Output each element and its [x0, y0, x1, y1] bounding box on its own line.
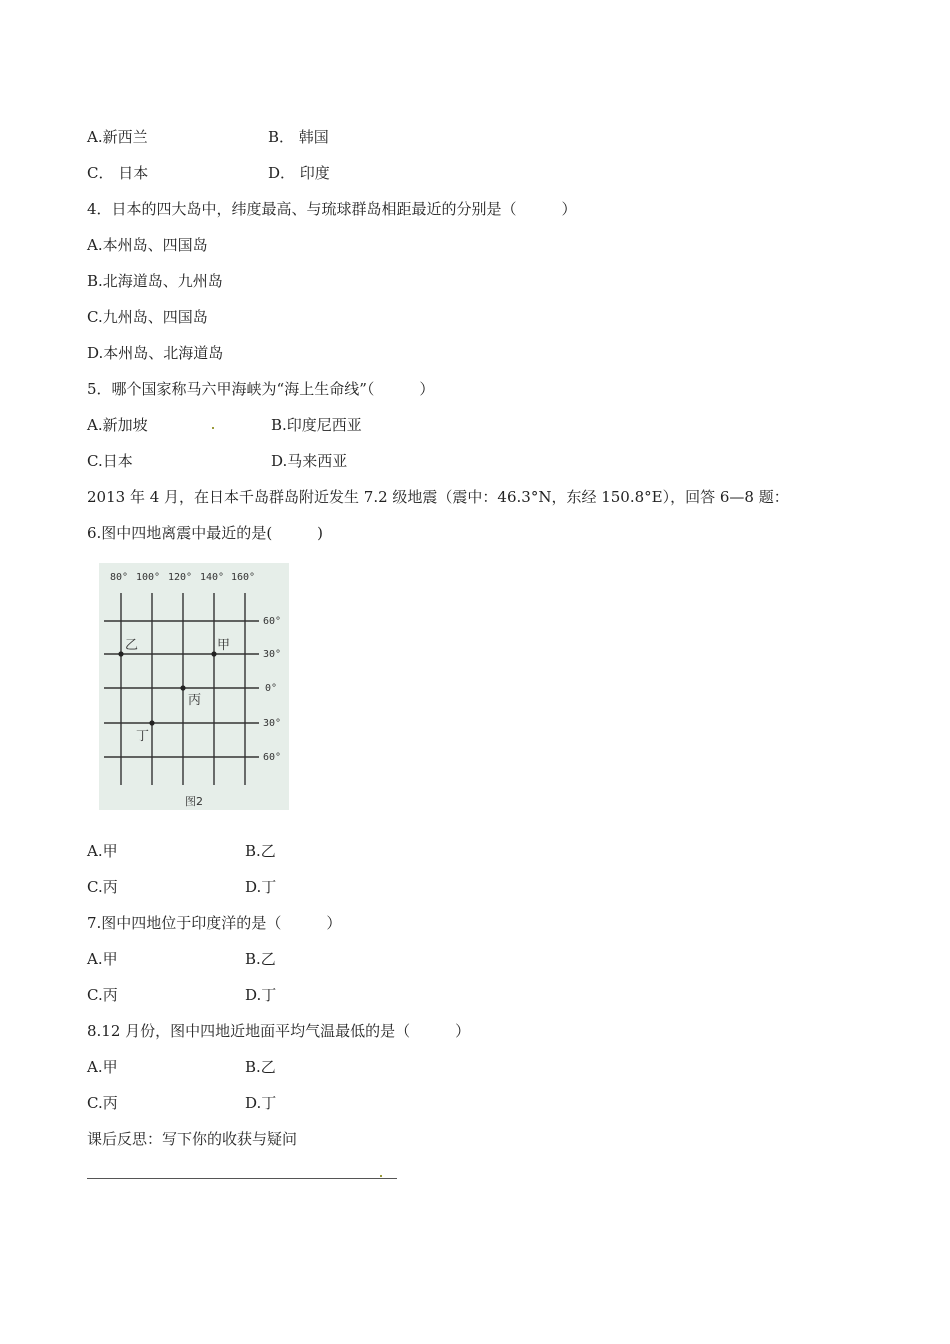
q5-stem: 5．哪个国家称马六甲海峡为“海上生命线”（ ）: [87, 380, 435, 398]
q4-option-b: B.北海道岛、九州岛: [87, 272, 223, 290]
reflection-prompt: 课后反思：写下你的收获与疑问: [87, 1130, 298, 1148]
grid-svg: [99, 563, 289, 810]
q5-option-c: C.日本: [87, 452, 133, 470]
lon-label-140: 140°: [200, 572, 225, 583]
point-label-bing: 丙: [188, 693, 202, 708]
q5-option-a: A.新加坡: [87, 416, 148, 434]
reflection-answer-line: [87, 1178, 397, 1179]
lat-label-30s: 30°: [263, 718, 282, 729]
q5-option-d: D.马来西亚: [271, 452, 348, 470]
q5-option-b: B.印度尼西亚: [271, 416, 362, 434]
q7-option-b: B.乙: [245, 950, 276, 968]
lon-label-80: 80°: [110, 572, 129, 583]
q6-stem: 6.图中四地离震中最近的是( ): [87, 524, 324, 542]
earthquake-intro: 2013 年 4 月，在日本千岛群岛附近发生 7.2 级地震（震中：46.3°N，东经 150.8°E），回答 6—8 题：: [87, 488, 789, 506]
q4-option-c: C.九州岛、四国岛: [87, 308, 208, 326]
lon-label-120: 120°: [168, 572, 193, 583]
lat-label-60n: 60°: [263, 616, 282, 627]
q6-option-c: C.丙: [87, 878, 118, 896]
point-jia: [211, 651, 216, 656]
q7-stem: 7.图中四地位于印度洋的是（ ）: [87, 914, 342, 932]
figure-caption: 图2: [185, 795, 203, 808]
q4-option-a: A.本州岛、四国岛: [87, 236, 208, 254]
q8-option-b: B.乙: [245, 1058, 276, 1076]
lon-label-100: 100°: [136, 572, 161, 583]
q7-option-a: A.甲: [87, 950, 118, 968]
point-label-ding: 丁: [136, 729, 150, 744]
q7-option-c: C.丙: [87, 986, 118, 1004]
point-label-jia: 甲: [217, 638, 231, 653]
q6-option-b: B.乙: [245, 842, 276, 860]
lat-lon-grid-figure: [99, 563, 289, 810]
q6-option-a: A.甲: [87, 842, 118, 860]
lat-label-0: 0°: [265, 683, 278, 694]
lat-label-30n: 30°: [263, 649, 282, 660]
q8-option-c: C.丙: [87, 1094, 118, 1112]
q4-stem: 4．日本的四大岛中，纬度最高、与琉球群岛相距最近的分别是（ ）: [87, 200, 577, 218]
lon-label-160: 160°: [231, 572, 256, 583]
stray-mark: [212, 427, 214, 429]
q4-option-d: D.本州岛、北海道岛: [87, 344, 224, 362]
q3-option-c: C． 日本: [87, 164, 149, 182]
stray-mark: [380, 1175, 382, 1177]
q8-option-a: A.甲: [87, 1058, 118, 1076]
q7-option-d: D.丁: [245, 986, 277, 1004]
q3-option-b: B． 韩国: [268, 128, 329, 146]
point-yi: [118, 651, 123, 656]
q8-option-d: D.丁: [245, 1094, 277, 1112]
q3-option-d: D． 印度: [268, 164, 330, 182]
point-ding: [149, 720, 154, 725]
lat-label-60s: 60°: [263, 752, 282, 763]
point-label-yi: 乙: [125, 638, 139, 653]
q8-stem: 8.12 月份，图中四地近地面平均气温最低的是（ ）: [87, 1022, 471, 1040]
q3-option-a: A.新西兰: [87, 128, 148, 146]
point-bing: [180, 685, 185, 690]
q6-option-d: D.丁: [245, 878, 277, 896]
